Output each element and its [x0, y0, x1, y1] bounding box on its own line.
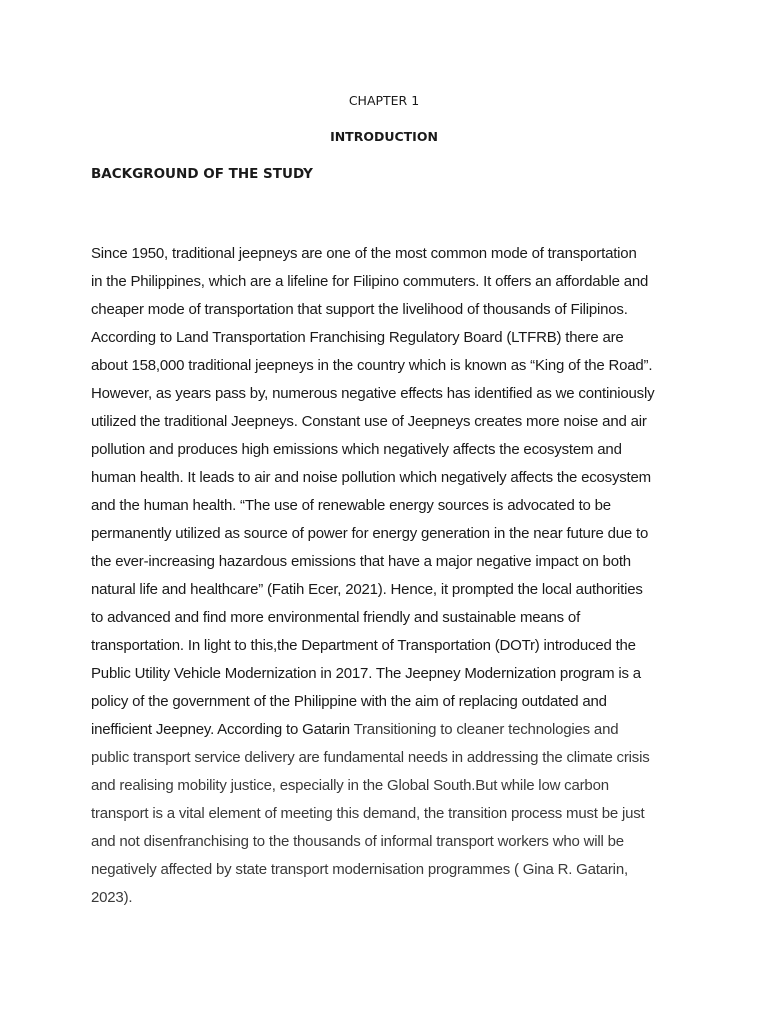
paragraph-line: the ever-increasing hazardous emissions that have a major negative impact on both: [91, 553, 631, 570]
quote-line: and realising mobility justice, especially in the Global South.But while low carbon: [91, 777, 609, 794]
paragraph-line: natural life and healthcare” (Fatih Ecer, 2021). Hence, it prompted the local authorities: [91, 581, 643, 598]
paragraph-line-mixed: [91, 716, 691, 744]
chapter-title: INTRODUCTION: [330, 129, 438, 144]
paragraph-line: in the Philippines, which are a lifeline for Filipino commuters. It offers an affordable and: [91, 273, 649, 290]
paragraph-line: cheaper mode of transportation that support the livelihood of thousands of Filipinos.: [91, 301, 628, 318]
chapter-label: CHAPTER 1: [348, 93, 420, 108]
quote-start: Transitioning to cleaner technologies and: [353, 721, 619, 738]
paragraph-line: However, as years pass by, numerous negative effects has identified as we continiously: [91, 385, 655, 402]
quote-line: negatively affected by state transport modernisation programmes ( Gina R. Gatarin,: [91, 861, 628, 878]
quote-line: public transport service delivery are fundamental needs in addressing the climate crisis: [91, 749, 650, 766]
paragraph-line: Since 1950, traditional jeepneys are one of the most common mode of transportation: [91, 245, 637, 262]
paragraph-line: According to Land Transportation Franchising Regulatory Board (LTFRB) there are: [91, 329, 624, 346]
paragraph-line: policy of the government of the Philippine with the aim of replacing outdated and: [91, 693, 607, 710]
paragraph-line: about 158,000 traditional jeepneys in the country which is known as “King of the Road”.: [91, 357, 653, 374]
paragraph-line: human health. It leads to air and noise pollution which negatively affects the ecosystem: [91, 469, 651, 486]
paragraph-line: pollution and produces high emissions which negatively affects the ecosystem and: [91, 441, 622, 458]
body-paragraph: [91, 240, 691, 912]
paragraph-line: and the human health. “The use of renewable energy sources is advocated to be: [91, 497, 611, 514]
line-prefix: inefficient Jeepney. According to Gatarin: [91, 721, 354, 738]
paragraph-line: permanently utilized as source of power for energy generation in the near future due to: [91, 525, 649, 542]
paragraph-line: Public Utility Vehicle Modernization in 2017. The Jeepney Modernization program is a: [91, 665, 641, 682]
paragraph-line: transportation. In light to this,the Department of Transportation (DOTr) introduced the: [91, 637, 636, 654]
quote-line: 2023).: [91, 889, 133, 906]
section-heading: BACKGROUND OF THE STUDY: [91, 166, 313, 182]
quote-line: and not disenfranchising to the thousands of informal transport workers who will be: [91, 833, 624, 850]
paragraph-line: to advanced and find more environmental friendly and sustainable means of: [91, 609, 581, 626]
quote-line: transport is a vital element of meeting this demand, the transition process must be just: [91, 805, 645, 822]
paragraph-line: utilized the traditional Jeepneys. Constant use of Jeepneys creates more noise and air: [91, 413, 647, 430]
